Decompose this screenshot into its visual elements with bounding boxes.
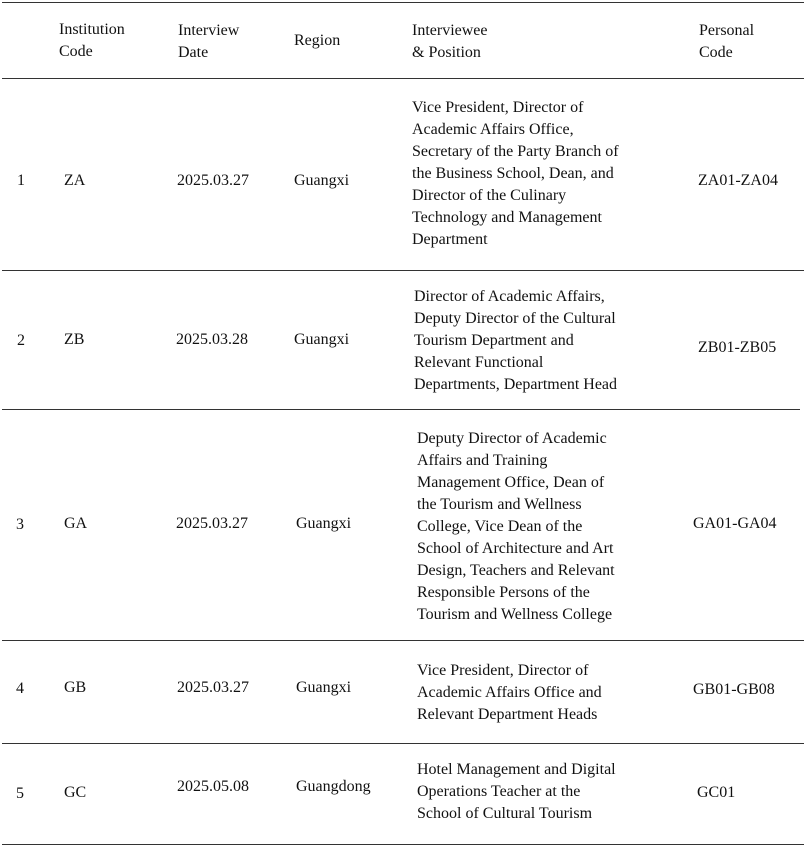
row-4-bottom-rule xyxy=(2,743,804,744)
row-2-region: Guangxi xyxy=(294,331,350,348)
row-1-personal-code: ZA01-ZA04 xyxy=(698,172,778,189)
row-5-institution-code: GC xyxy=(64,784,87,801)
row-1-interviewee-position: Vice President, Director of Academic Affairs Office, Secretary of the Party Branch of the Business School, Dean, and Director of the Culinary Technology and Management Department xyxy=(412,99,619,248)
row-3-institution-code: GA xyxy=(64,515,88,532)
header-institution-code: Institution Code xyxy=(59,21,125,60)
header-personal-code: Personal Code xyxy=(699,22,755,61)
row-4-interviewee-position: Vice President, Director of Academic Affairs Office and Relevant Department Heads xyxy=(417,662,602,723)
row-1-number: 1 xyxy=(17,172,25,189)
row-5-personal-code: GC01 xyxy=(697,784,736,801)
row-4-region: Guangxi xyxy=(296,679,352,696)
header-interviewee-position: Interviewee & Position xyxy=(412,22,488,61)
header-interview-date: Interview Date xyxy=(178,22,240,61)
row-3-region: Guangxi xyxy=(296,515,352,532)
row-4-institution-code: GB xyxy=(64,679,87,696)
row-3-interview-date: 2025.03.27 xyxy=(176,515,248,532)
row-5-region: Guangdong xyxy=(296,778,371,795)
table-bottom-rule xyxy=(2,844,804,845)
row-4-interview-date: 2025.03.27 xyxy=(177,679,249,696)
row-3-number: 3 xyxy=(16,516,24,533)
row-3-bottom-rule xyxy=(2,640,804,641)
row-2-bottom-rule xyxy=(2,409,800,410)
row-2-interview-date: 2025.03.28 xyxy=(176,331,248,348)
row-2-number: 2 xyxy=(17,332,25,349)
header-region: Region xyxy=(294,32,341,49)
row-5-interviewee-position: Hotel Management and Digital Operations Teacher at the School of Cultural Tourism xyxy=(417,761,616,822)
table-top-rule xyxy=(2,2,804,3)
row-2-personal-code: ZB01-ZB05 xyxy=(698,339,777,356)
row-4-number: 4 xyxy=(16,680,24,697)
row-1-region: Guangxi xyxy=(294,172,350,189)
row-3-interviewee-position: Deputy Director of Academic Affairs and Training Management Office, Dean of the Tourism and Wellness College, Vice Dean of the School of Architecture and Art Design, Teachers and Relevant Responsible Persons of the Tourism and Wellness College xyxy=(417,430,615,623)
row-2-institution-code: ZB xyxy=(64,331,85,348)
row-5-interview-date: 2025.05.08 xyxy=(177,778,249,795)
row-3-personal-code: GA01-GA04 xyxy=(693,515,777,532)
row-1-interview-date: 2025.03.27 xyxy=(177,172,249,189)
row-1-institution-code: ZA xyxy=(64,172,86,189)
row-4-personal-code: GB01-GB08 xyxy=(693,681,775,698)
header-bottom-rule xyxy=(2,78,804,79)
row-2-interviewee-position: Director of Academic Affairs, Deputy Director of the Cultural Tourism Department and Relevant Functional Departments, Department Head xyxy=(414,288,618,393)
row-1-bottom-rule xyxy=(2,270,804,271)
row-5-number: 5 xyxy=(16,785,24,802)
